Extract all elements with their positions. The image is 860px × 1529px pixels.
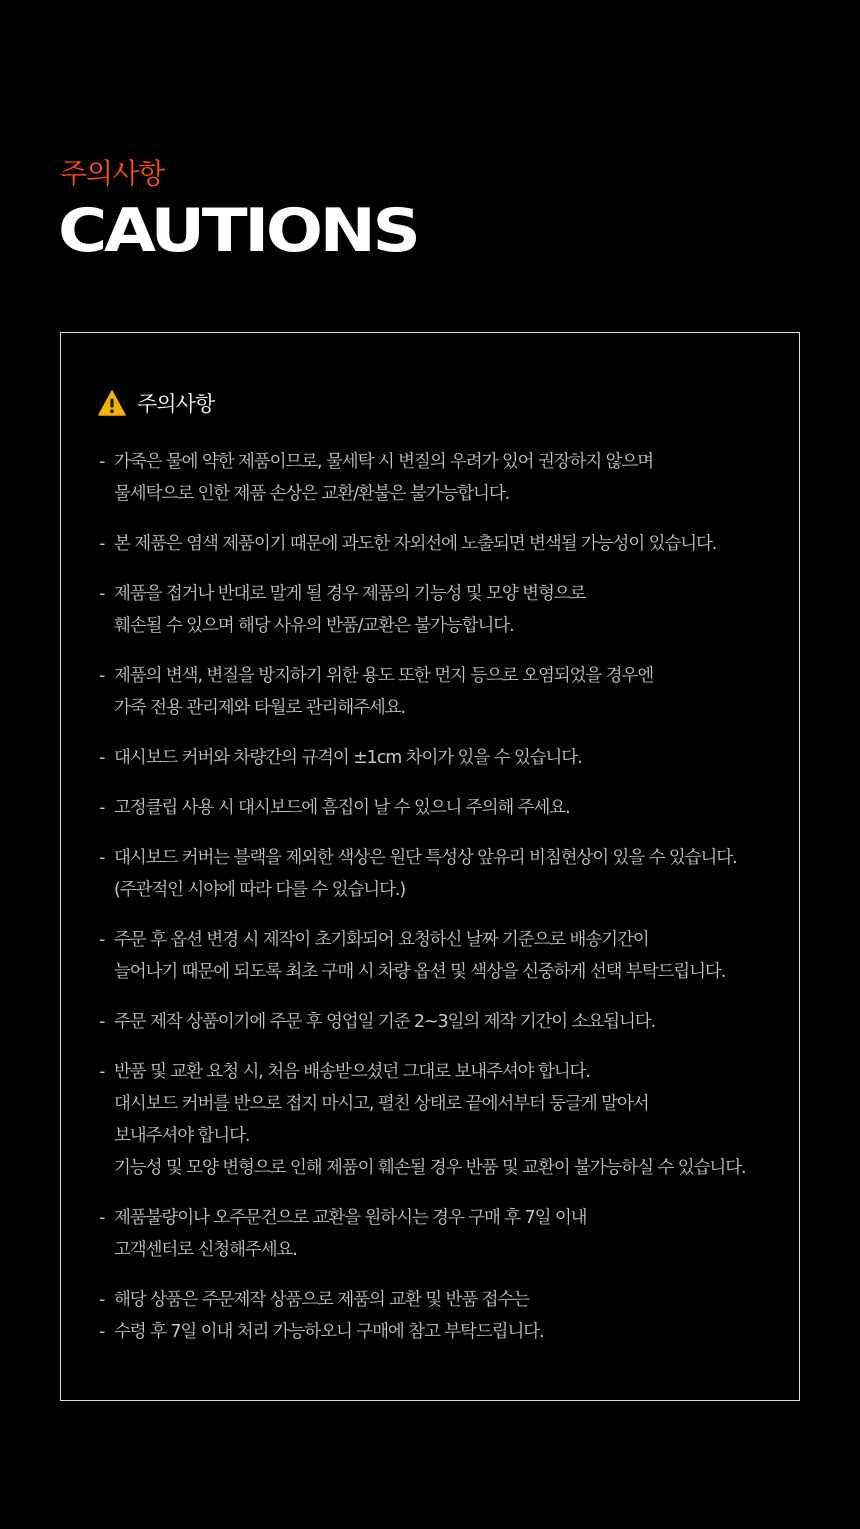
list-marker: -: [99, 534, 105, 554]
caution-text: 훼손될 수 있으며 해당 사유의 반품/교환은 불가능합니다.: [114, 616, 514, 636]
caution-text: 가죽은 물에 약한 제품이므로, 물세탁 시 변질의 우려가 있어 권장하지 않으며: [114, 452, 654, 472]
caution-item: [99, 792, 779, 824]
list-marker: -: [99, 798, 105, 818]
cautions-box: [60, 332, 800, 1401]
list-marker: -: [99, 452, 105, 472]
list-marker: -: [99, 1012, 105, 1032]
caution-text: 반품 및 교환 요청 시, 처음 배송받으셨던 그대로 보내주셔야 합니다.: [114, 1062, 590, 1082]
caution-line: [99, 610, 779, 642]
caution-line: [99, 528, 779, 560]
list-marker: -: [99, 930, 105, 950]
caution-line: [99, 446, 779, 478]
caution-text: 제품의 변색, 변질을 방지하기 위한 용도 또한 먼지 등으로 오염되었을 경우엔: [114, 666, 654, 686]
list-marker: -: [99, 1322, 105, 1342]
caution-line: [99, 1284, 779, 1316]
page-title: CAUTIONS: [58, 196, 418, 266]
caution-text: 제품을 접거나 반대로 말게 될 경우 제품의 기능성 및 모양 변형으로: [114, 584, 586, 604]
caution-item: [99, 528, 779, 560]
caution-line: [99, 742, 779, 774]
list-marker: -: [99, 1062, 105, 1082]
cautions-box-title: 주의사항: [137, 392, 215, 416]
caution-text: (주관적인 시야에 따라 다를 수 있습니다.): [114, 880, 406, 900]
caution-line: [99, 578, 779, 610]
caution-line: [99, 1006, 779, 1038]
caution-text: 물세탁으로 인한 제품 손상은 교환/환불은 불가능합니다.: [114, 484, 510, 504]
caution-text: 해당 상품은 주문제작 상품으로 제품의 교환 및 반품 접수는: [114, 1290, 530, 1310]
caution-line: [99, 842, 779, 874]
caution-text: 주문 후 옵션 변경 시 제작이 초기화되어 요청하신 날짜 기준으로 배송기간이: [114, 930, 649, 950]
section-kicker: 주의사항: [60, 157, 165, 190]
list-marker: -: [99, 1208, 105, 1228]
caution-line: [99, 1234, 779, 1266]
caution-text: 늘어나기 때문에 되도록 최초 구매 시 차량 옵션 및 색상을 신중하게 선택 부탁드립니다.: [114, 962, 726, 982]
caution-item: [99, 1056, 779, 1184]
caution-text: 고정클립 사용 시 대시보드에 흠집이 날 수 있으니 주의해 주세요.: [114, 798, 570, 818]
caution-item: [99, 1006, 779, 1038]
caution-text: 대시보드 커버는 블랙을 제외한 색상은 원단 특성상 앞유리 비침현상이 있을 수 있습니다.: [114, 848, 737, 868]
caution-line: [99, 660, 779, 692]
caution-list: [99, 446, 779, 1366]
caution-line: [99, 1152, 779, 1184]
caution-text: 주문 제작 상품이기에 주문 후 영업일 기준 2~3일의 제작 기간이 소요됩니다.: [114, 1012, 656, 1032]
list-marker: -: [99, 666, 105, 686]
caution-text: 대시보드 커버와 차량간의 규격이 ±1cm 차이가 있을 수 있습니다.: [114, 748, 582, 768]
caution-line: [99, 924, 779, 956]
list-marker: -: [99, 848, 105, 868]
caution-text: 보내주셔야 합니다.: [114, 1126, 250, 1146]
caution-line: [99, 792, 779, 824]
caution-line: [99, 956, 779, 988]
list-marker: -: [99, 584, 105, 604]
caution-text: 수령 후 7일 이내 처리 가능하오니 구매에 참고 부탁드립니다.: [114, 1322, 544, 1342]
caution-item: [99, 1316, 779, 1348]
caution-item: [99, 742, 779, 774]
caution-text: 기능성 및 모양 변형으로 인해 제품이 훼손될 경우 반품 및 교환이 불가능하실 수 있습니다.: [114, 1158, 746, 1178]
caution-line: [99, 1056, 779, 1088]
list-marker: -: [99, 748, 105, 768]
caution-item: [99, 446, 779, 510]
caution-item: [99, 1284, 779, 1316]
caution-line: [99, 1316, 779, 1348]
caution-line: [99, 1088, 779, 1120]
caution-line: [99, 478, 779, 510]
caution-line: [99, 874, 779, 906]
caution-item: [99, 660, 779, 724]
list-marker: -: [99, 1290, 105, 1310]
caution-item: [99, 924, 779, 988]
caution-text: 고객센터로 신청해주세요.: [114, 1240, 297, 1260]
caution-item: [99, 578, 779, 642]
caution-line: [99, 1120, 779, 1152]
caution-item: [99, 1202, 779, 1266]
caution-item: [99, 842, 779, 906]
caution-text: 제품불량이나 오주문건으로 교환을 원하시는 경우 구매 후 7일 이내: [114, 1208, 587, 1228]
caution-text: 대시보드 커버를 반으로 접지 마시고, 펼친 상태로 끝에서부터 둥글게 말아서: [114, 1094, 649, 1114]
caution-text: 본 제품은 염색 제품이기 때문에 과도한 자외선에 노출되면 변색될 가능성이 있습니다.: [114, 534, 717, 554]
cautions-box-header: [98, 386, 214, 420]
caution-line: [99, 692, 779, 724]
caution-line: [99, 1202, 779, 1234]
caution-text: 가죽 전용 관리제와 타월로 관리해주세요.: [114, 698, 405, 718]
warning-icon: [98, 390, 126, 416]
